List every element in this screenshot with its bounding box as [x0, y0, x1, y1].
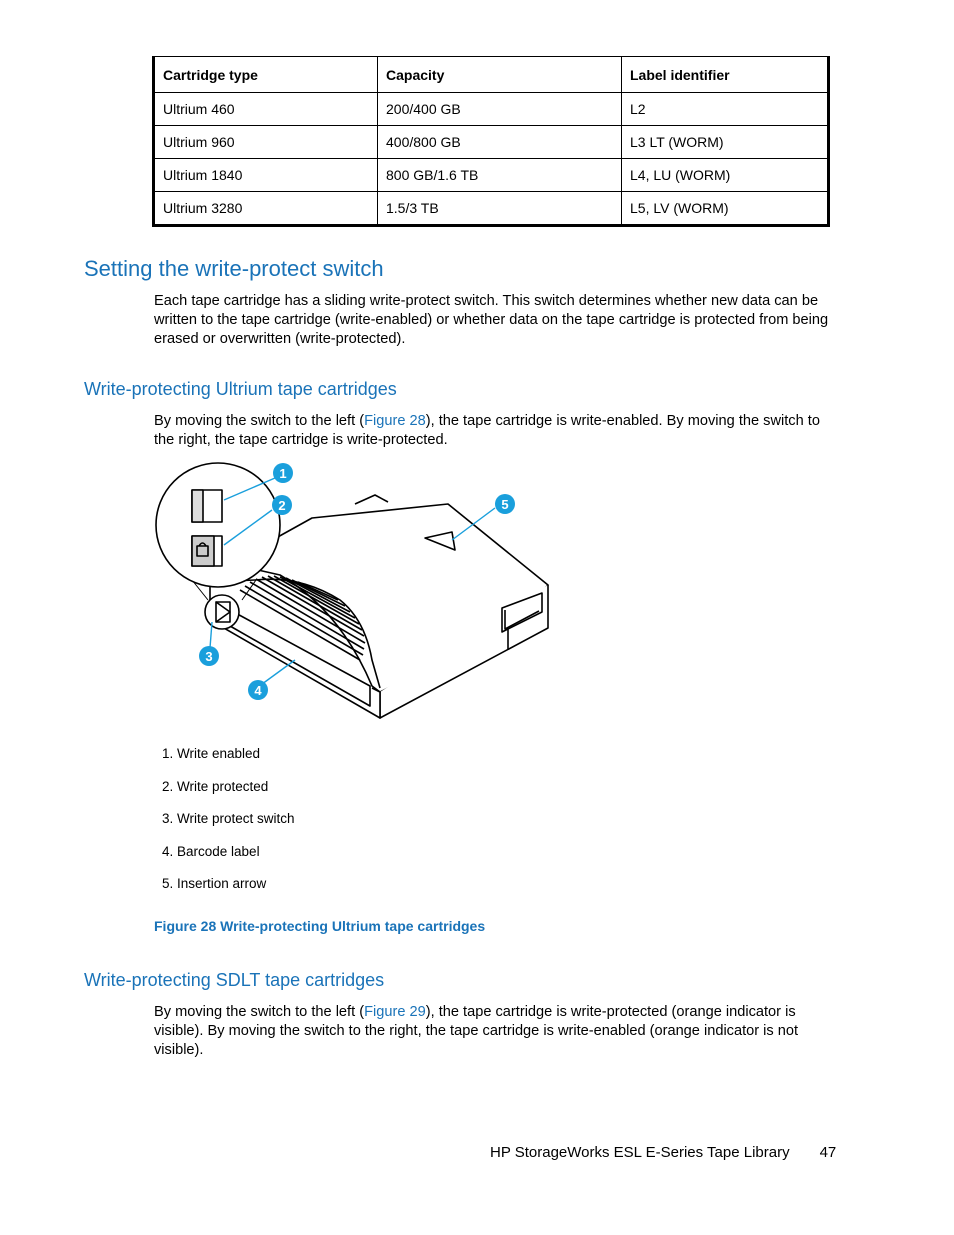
table-row: [154, 93, 829, 126]
list-item: 5. Insertion arrow: [162, 876, 267, 891]
list-item: 2. Write protected: [162, 778, 269, 794]
column-header: Cartridge type: [154, 57, 378, 93]
sdlt-body: [154, 1003, 830, 1060]
section-title: Setting the write-protect switch: [84, 256, 384, 281]
table-cell: 800 GB/1.6 TB: [378, 159, 622, 192]
table-cell: 1.5/3 TB: [378, 192, 622, 226]
body-text: ), the tape cartridge is write-protected (orange indicator is visible). By moving the switch to the right, the tape cartridge is write-enabled (orange indicator is not visible).: [154, 1004, 799, 1058]
table-cell: L3 LT (WORM): [622, 126, 829, 159]
callout-3: 3: [205, 649, 213, 664]
table-cell: Ultrium 960: [154, 126, 378, 159]
body-text: By moving the switch to the left (: [154, 1004, 365, 1020]
table-cell: Ultrium 1840: [154, 159, 378, 192]
table-cell: 200/400 GB: [378, 93, 622, 126]
callout-2: 2: [278, 498, 286, 513]
callout-5: 5: [501, 497, 509, 512]
ultrium-body: [154, 412, 830, 450]
ultrium-cartridge-figure: [150, 460, 560, 725]
column-header: Label identifier: [622, 57, 829, 93]
table-cell: Ultrium 460: [154, 93, 378, 126]
sdlt-heading: Write-protecting SDLT tape cartridges: [84, 970, 385, 990]
table-cell: L5, LV (WORM): [622, 192, 829, 226]
table-cell: L2: [622, 93, 829, 126]
footer-title: HP StorageWorks ESL E-Series Tape Library: [490, 1144, 790, 1161]
table-cell: L4, LU (WORM): [622, 159, 829, 192]
cartridge-table: [152, 56, 830, 227]
section-body: Each tape cartridge has a sliding write-protect switch. This switch determines whether new data can be written to the tape cartridge (write-enabled) or whether data on the tape cartridge is protected from being erased or overwritten (write-protected).: [154, 293, 829, 347]
list-item: 4. Barcode label: [162, 843, 260, 859]
page-number: 47: [819, 1144, 837, 1161]
table-row: [154, 126, 829, 159]
page-footer: [490, 1144, 836, 1161]
callout-1: 1: [279, 466, 287, 481]
figure-caption: Figure 28 Write-protecting Ultrium tape cartridges: [154, 918, 486, 934]
callout-4: 4: [254, 683, 262, 698]
body-text: By moving the switch to the left (: [154, 413, 365, 429]
figure-29-link[interactable]: Figure 29: [364, 1004, 426, 1020]
list-item: 1. Write enabled: [162, 746, 261, 761]
table-row: [154, 159, 829, 192]
figure-legend: [162, 746, 295, 909]
ultrium-heading: Write-protecting Ultrium tape cartridges: [84, 379, 397, 399]
table-cell: Ultrium 3280: [154, 192, 378, 226]
column-header: Capacity: [378, 57, 622, 93]
list-item: 3. Write protect switch: [162, 811, 295, 826]
figure-28-link[interactable]: Figure 28: [364, 413, 426, 429]
body-text: ), the tape cartridge is write-enabled. By moving the switch to the right, the tape cartridge is write-protected.: [154, 413, 820, 448]
table-row: [154, 192, 829, 226]
table-header-row: [154, 57, 829, 93]
table-cell: 400/800 GB: [378, 126, 622, 159]
